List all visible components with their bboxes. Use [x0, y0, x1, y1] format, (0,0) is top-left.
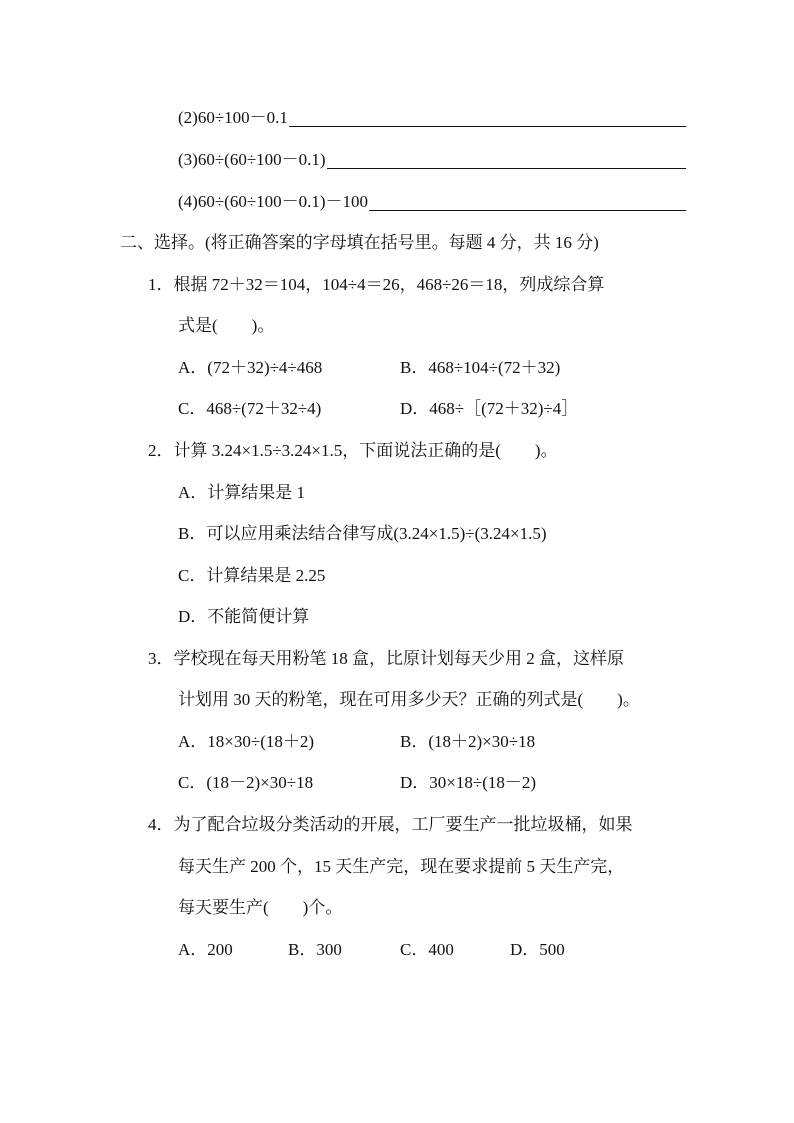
- answer-blank-line[interactable]: [369, 196, 686, 211]
- question-2-option-a[interactable]: A．计算结果是 1: [178, 483, 306, 502]
- fill-item-4: [178, 192, 686, 212]
- section-title: 二、选择。(将正确答案的字母填在括号里。每题 4 分，共 16 分): [120, 233, 599, 252]
- fill-item-3: [178, 150, 686, 170]
- question-2-option-b[interactable]: B．可以应用乘法结合律写成(3.24×1.5)÷(3.24×1.5): [178, 524, 547, 543]
- question-2-option-d[interactable]: D．不能简便计算: [178, 607, 310, 626]
- question-4-option-c[interactable]: C．400: [400, 940, 454, 959]
- question-1-stem-cont: 式是( )。: [178, 316, 275, 335]
- fill-item-2: [178, 108, 686, 128]
- question-4-stem-cont-2: 每天要生产( )个。: [178, 898, 343, 917]
- question-1-option-a[interactable]: A．(72＋32)÷4÷468: [178, 358, 323, 377]
- question-4-stem-cont: 每天生产 200 个，15 天生产完，现在要求提前 5 天生产完，: [178, 857, 625, 876]
- fill-item-label: (4)60÷(60÷100－0.1)－100: [178, 192, 369, 211]
- question-1-option-b[interactable]: B．468÷104÷(72＋32): [400, 358, 561, 377]
- question-3-stem-cont: 计划用 30 天的粉笔，现在可用多少天？正确的列式是( )。: [178, 690, 640, 709]
- question-3-stem: 3．学校现在每天用粉笔 18 盒，比原计划每天少用 2 盒，这样原: [148, 649, 624, 668]
- question-3-option-b[interactable]: B．(18＋2)×30÷18: [400, 732, 536, 751]
- question-4-option-b[interactable]: B．300: [288, 940, 342, 959]
- fill-item-label: (2)60÷100－0.1: [178, 108, 288, 127]
- question-3-option-d[interactable]: D．30×18÷(18－2): [400, 773, 537, 792]
- question-1-option-c[interactable]: C．468÷(72＋32÷4): [178, 399, 322, 418]
- question-1-stem: 1．根据 72＋32＝104，104÷4＝26，468÷26＝18，列成综合算: [148, 275, 605, 294]
- question-3-option-c[interactable]: C．(18－2)×30÷18: [178, 773, 314, 792]
- answer-blank-line[interactable]: [289, 112, 686, 127]
- question-4-option-a[interactable]: A．200: [178, 940, 233, 959]
- question-2-option-c[interactable]: C．计算结果是 2.25: [178, 566, 326, 585]
- question-3-option-a[interactable]: A．18×30÷(18＋2): [178, 732, 315, 751]
- question-4-option-d[interactable]: D．500: [510, 940, 565, 959]
- fill-item-label: (3)60÷(60÷100－0.1): [178, 150, 326, 169]
- answer-blank-line[interactable]: [327, 154, 686, 169]
- question-4-stem: 4．为了配合垃圾分类活动的开展，工厂要生产一批垃圾桶，如果: [148, 815, 633, 834]
- question-1-option-d[interactable]: D．468÷［(72＋32)÷4］: [400, 399, 579, 418]
- question-2-stem: 2．计算 3.24×1.5÷3.24×1.5，下面说法正确的是( )。: [148, 441, 558, 460]
